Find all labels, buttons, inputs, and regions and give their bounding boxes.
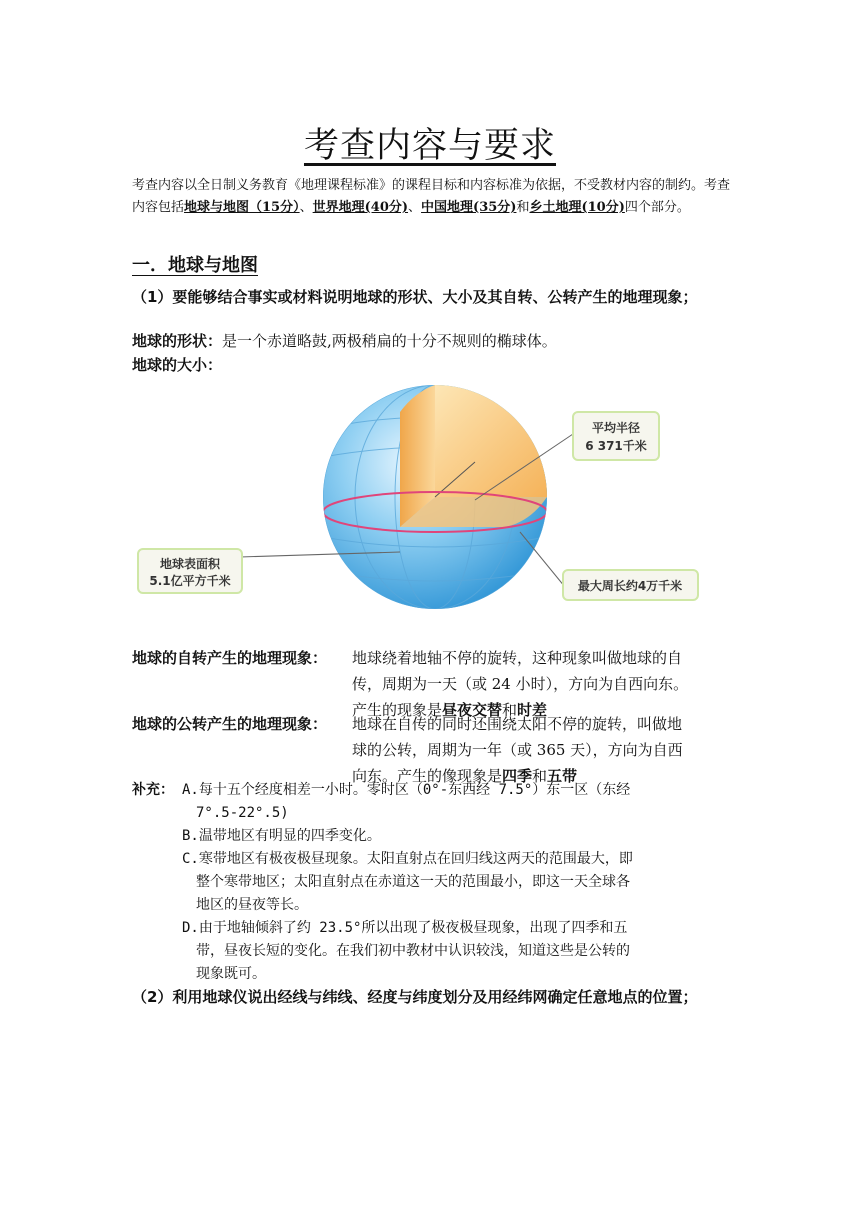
revolution-connector: 和 (532, 767, 548, 785)
supplement-c-line-3: 地区的昼夜等长。 (196, 897, 308, 913)
revolution-label: 地球的公转产生的地理现象： (132, 715, 328, 733)
supplement-a-line-2: 7°.5-22°.5) (196, 805, 289, 821)
intro-text-end: 四个部分。 (624, 200, 690, 215)
supplement-label: 补充： (132, 782, 174, 798)
page-title: 考查内容与要求 (303, 126, 556, 166)
radius-label-2: 6 371千米 (585, 439, 647, 453)
revolution-line-2: 球的公转，周期为一年（或 365 天），方向为自西 (352, 741, 683, 759)
supplement-c-line-2: 整个寒带地区；太阳直射点在赤道这一天的范围最小，即这一天全球各 (196, 874, 630, 890)
circ-label: 最大周长约4万千米 (577, 579, 683, 593)
earth-size-line (132, 354, 222, 376)
question-2: （2）利用地球仪说出经线与纬线、经度与纬度划分及用经纬网确定任意地点的位置； (132, 988, 698, 1006)
earth-shape-line (132, 330, 557, 352)
revolution-line-3-text: 向东。产生的像现象是 (352, 767, 503, 785)
globe-diagram (130, 382, 730, 612)
intro-part-earth-map: 地球与地图（15分） (184, 200, 300, 215)
supplement-b (182, 825, 722, 848)
supplement-b-line-1: B.温带地区有明显的四季变化。 (182, 828, 381, 844)
intro-text: 考查内容以全日制义务教育《地理课程标准》的课程目标和内容标准为依据，不受教材内容的制约。考查内容包括 (132, 178, 731, 215)
rotation-line-2: 传，周期为一天（或 24 小时），方向为自西向东。 (352, 675, 689, 693)
intro-part-china: 中国地理(35分) (421, 200, 517, 215)
supplement-d-line-1: D.由于地轴倾斜了约 23.5°所以出现了极夜极昼现象，出现了四季和五 (182, 920, 628, 936)
rotation-label: 地球的自转产生的地理现象： (132, 649, 328, 667)
intro-sep: 、 (408, 200, 422, 215)
intro-paragraph (132, 175, 732, 219)
supplement-d-line-3: 现象既可。 (196, 966, 266, 982)
rotation-effect-2: 时差 (517, 701, 548, 719)
question-1: （1）要能够结合事实或材料说明地球的形状、大小及其自转、公转产生的地理现象； (132, 288, 698, 306)
earth-shape-text: 是一个赤道略鼓,两极稍扁的十分不规则的椭球体。 (222, 332, 557, 350)
rotation-line-3-text: 产生的现象是 (352, 701, 443, 719)
earth-size-label: 地球的大小： (132, 356, 223, 374)
section-heading: 一．地球与地图 (132, 255, 258, 276)
area-label-1: 地球表面积 (159, 557, 221, 571)
rotation-line-1: 地球绕着地轴不停的旋转，这种现象叫做地球的自 (352, 649, 683, 667)
supplement-a-line-1: A.每十五个经度相差一小时。零时区（0°-东西经 7.5°）东一区（东经 (182, 782, 631, 798)
revolution-line-1: 地球在自传的同时还围绕太阳不停的旋转，叫做地 (352, 715, 683, 733)
globe-cutout-face (435, 385, 547, 497)
supplement-a (182, 779, 722, 825)
supplement-d (182, 917, 722, 986)
earth-shape-label: 地球的形状： (132, 332, 223, 350)
intro-part-world: 世界地理(40分) (312, 200, 409, 215)
revolution-effect-1: 四季 (502, 767, 533, 785)
supplement-d-line-2: 带，昼夜长短的变化。在我们初中教材中认识较浅，知道这些是公转的 (196, 943, 630, 959)
intro-sep: 和 (516, 200, 530, 215)
radius-label-1: 平均半径 (591, 421, 641, 435)
rotation-connector: 和 (502, 701, 518, 719)
intro-sep: 、 (299, 200, 313, 215)
rotation-effect-1: 昼夜交替 (442, 701, 503, 719)
supplement-c (182, 848, 722, 917)
supplement-c-line-1: C.寒带地区有极夜极昼现象。太阳直射点在回归线这两天的范围最大，即 (182, 851, 633, 867)
area-label-2: 5.1亿平方千米 (149, 574, 231, 588)
revolution-effect-2: 五带 (547, 767, 578, 785)
intro-part-local: 乡土地理(10分) (529, 200, 625, 215)
revolution-text (352, 711, 732, 789)
